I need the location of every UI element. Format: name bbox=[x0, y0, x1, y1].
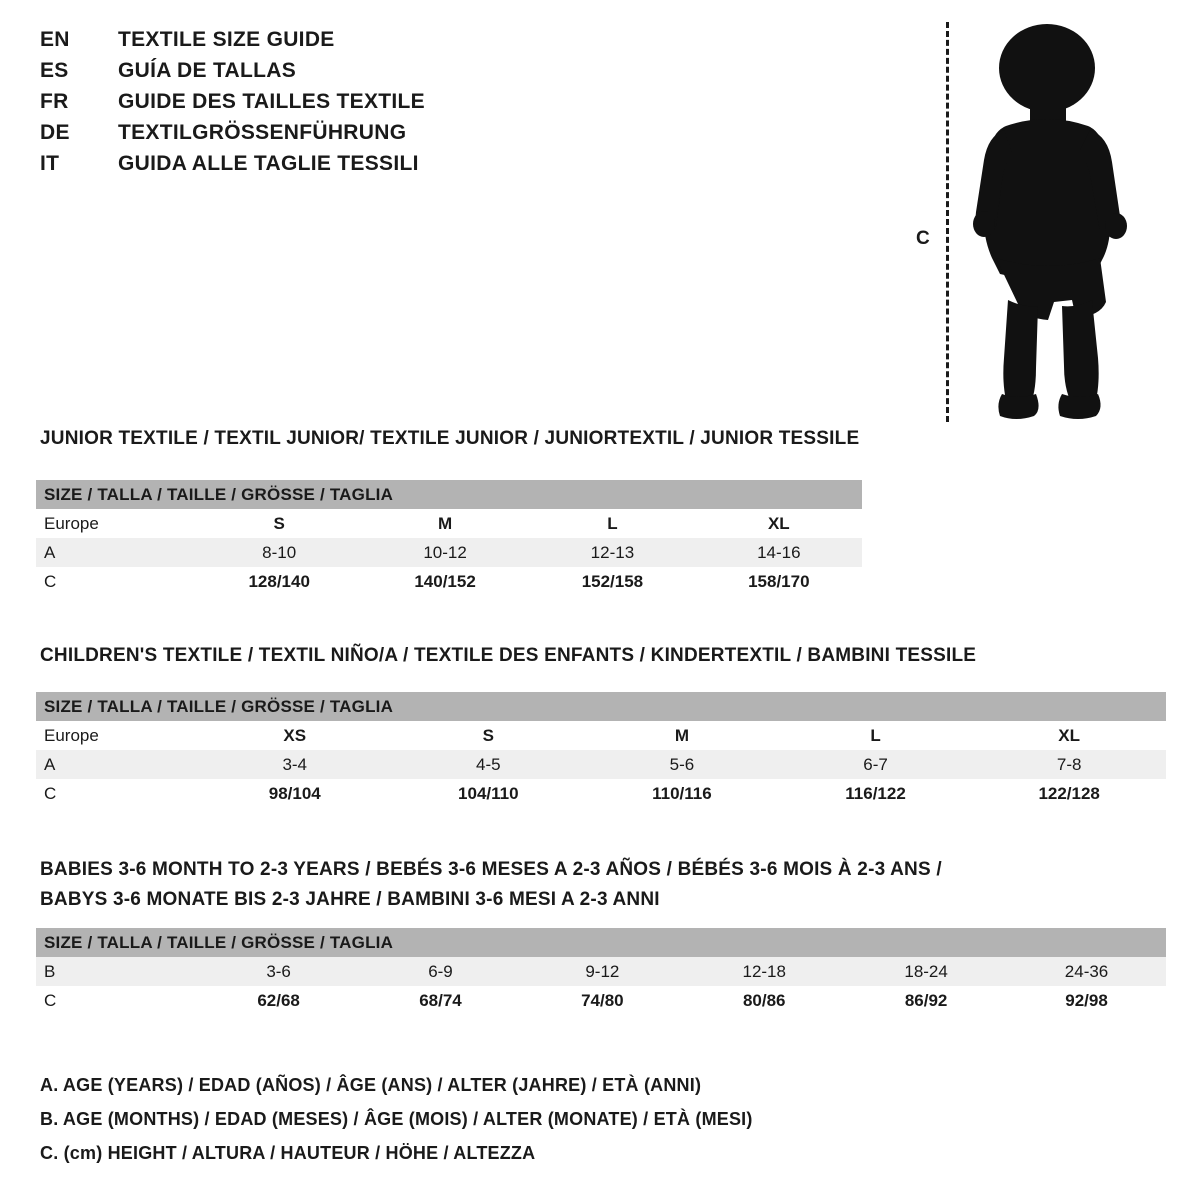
section-title-junior: JUNIOR TEXTILE / TEXTIL JUNIOR/ TEXTILE JUNIOR / JUNIORTEXTIL / JUNIOR TESSILE bbox=[40, 428, 860, 449]
table-row bbox=[36, 986, 1166, 1015]
junior-size-xl: XL bbox=[767, 513, 790, 533]
children-row-c-xs: 98/104 bbox=[268, 783, 321, 803]
babies-row-b-3-6: 3-6 bbox=[266, 961, 291, 981]
junior-row-a-xl: 14-16 bbox=[757, 542, 801, 562]
children-size-l: L bbox=[870, 725, 881, 745]
babies-band-label: SIZE / TALLA / TAILLE / GRÖSSE / TAGLIA bbox=[36, 928, 1166, 957]
children-row-c-l: 116/122 bbox=[845, 783, 906, 803]
table-band-row bbox=[36, 480, 862, 509]
junior-row-c-m: 140/152 bbox=[414, 571, 476, 591]
babies-row-c-3-6: 62/68 bbox=[257, 990, 300, 1010]
babies-size-table bbox=[36, 928, 1166, 1015]
header-row-es bbox=[40, 59, 640, 90]
section-title-babies bbox=[40, 855, 942, 915]
header-title-es: GUÍA DE TALLAS bbox=[118, 59, 297, 82]
babies-row-c-6-9: 68/74 bbox=[419, 990, 462, 1010]
language-title-block bbox=[40, 28, 640, 183]
section-title-babies-line2: BABYS 3-6 MONATE BIS 2-3 JAHRE / BAMBINI 3-6 MESI A 2-3 ANNI bbox=[40, 889, 660, 910]
table-band-row bbox=[36, 928, 1166, 957]
header-title-en: TEXTILE SIZE GUIDE bbox=[118, 28, 335, 51]
babies-row-b-9-12: 9-12 bbox=[585, 961, 620, 981]
legend-line-c: C. (cm) HEIGHT / ALTURA / HAUTEUR / HÖHE / ALTEZZA bbox=[40, 1143, 536, 1163]
babies-row-c-label: C bbox=[44, 990, 57, 1010]
children-size-xs: XS bbox=[283, 725, 307, 745]
header-title-de: TEXTILGRÖSSENFÜHRUNG bbox=[118, 121, 407, 144]
header-title-it: GUIDA ALLE TAGLIE TESSILI bbox=[118, 152, 419, 175]
babies-row-b-6-9: 6-9 bbox=[428, 961, 453, 981]
header-row-fr bbox=[40, 90, 640, 121]
babies-row-b-18-24: 18-24 bbox=[904, 961, 948, 981]
header-row-en bbox=[40, 28, 640, 59]
children-size-s: S bbox=[482, 725, 494, 745]
measurement-legend bbox=[40, 1068, 940, 1170]
babies-row-c-24-36: 92/98 bbox=[1065, 990, 1108, 1010]
junior-size-table bbox=[36, 480, 862, 596]
legend-line-a: A. AGE (YEARS) / EDAD (AÑOS) / ÂGE (ANS) / ALTER (JAHRE) / ETÀ (ANNI) bbox=[40, 1075, 702, 1095]
junior-size-m: M bbox=[437, 513, 453, 533]
children-row-c-xl: 122/128 bbox=[1038, 783, 1100, 803]
junior-row-a-l: 12-13 bbox=[590, 542, 635, 562]
children-header-label: Europe bbox=[44, 725, 99, 745]
header-title-fr: GUIDE DES TAILLES TEXTILE bbox=[118, 90, 425, 113]
table-band-row bbox=[36, 692, 1166, 721]
children-row-a-xl: 7-8 bbox=[1056, 754, 1082, 774]
babies-row-b-12-18: 12-18 bbox=[742, 961, 786, 981]
children-row-c-m: 110/116 bbox=[652, 783, 712, 803]
junior-size-l: L bbox=[607, 513, 618, 533]
legend-line-b: B. AGE (MONTHS) / EDAD (MESES) / ÂGE (MOIS) / ALTER (MONATE) / ETÀ (MESI) bbox=[40, 1109, 753, 1129]
children-band-label: SIZE / TALLA / TAILLE / GRÖSSE / TAGLIA bbox=[36, 692, 1166, 721]
children-size-m: M bbox=[674, 725, 689, 745]
babies-row-c-12-18: 80/86 bbox=[742, 990, 786, 1010]
child-figure-diagram bbox=[900, 10, 1160, 430]
toddler-silhouette-icon bbox=[940, 18, 1160, 428]
junior-size-s: S bbox=[273, 513, 285, 533]
junior-header-label: Europe bbox=[44, 513, 99, 533]
junior-row-c-l: 152/158 bbox=[581, 571, 644, 591]
junior-row-a-label: A bbox=[44, 542, 56, 562]
children-size-table bbox=[36, 692, 1166, 808]
table-header-row bbox=[36, 721, 1166, 750]
table-row bbox=[36, 750, 1166, 779]
table-row bbox=[36, 779, 1166, 808]
table-row bbox=[36, 567, 862, 596]
language-code-it: IT bbox=[40, 152, 60, 175]
children-row-a-xs: 3-4 bbox=[282, 754, 308, 774]
header-row-it bbox=[40, 152, 640, 183]
children-row-a-s: 4-5 bbox=[476, 754, 501, 774]
section-title-children: CHILDREN'S TEXTILE / TEXTIL NIÑO/A / TEXTILE DES ENFANTS / KINDERTEXTIL / BAMBINI TESSILE bbox=[40, 645, 977, 666]
children-size-xl: XL bbox=[1058, 725, 1081, 745]
junior-row-c-s: 128/140 bbox=[248, 571, 310, 591]
babies-row-c-18-24: 86/92 bbox=[904, 990, 948, 1010]
header-row-de bbox=[40, 121, 640, 152]
babies-row-b-24-36: 24-36 bbox=[1064, 961, 1109, 981]
children-row-c-label: C bbox=[44, 783, 57, 803]
children-row-a-l: 6-7 bbox=[863, 754, 888, 774]
language-code-en: EN bbox=[40, 28, 70, 51]
babies-row-c-9-12: 74/80 bbox=[581, 990, 624, 1010]
language-code-de: DE bbox=[40, 121, 70, 144]
junior-row-a-s: 8-10 bbox=[262, 542, 297, 562]
height-measure-label: C bbox=[916, 228, 930, 249]
junior-row-a-m: 10-12 bbox=[423, 542, 467, 562]
junior-band-label: SIZE / TALLA / TAILLE / GRÖSSE / TAGLIA bbox=[36, 480, 862, 509]
language-code-es: ES bbox=[40, 59, 69, 82]
children-row-a-m: 5-6 bbox=[669, 754, 695, 774]
junior-row-c-xl: 158/170 bbox=[748, 571, 810, 591]
table-row bbox=[36, 957, 1166, 986]
children-row-c-s: 104/110 bbox=[458, 783, 519, 803]
children-row-a-label: A bbox=[44, 754, 56, 774]
language-code-fr: FR bbox=[40, 90, 69, 113]
babies-row-b-label: B bbox=[44, 961, 56, 981]
junior-row-c-label: C bbox=[44, 571, 57, 591]
table-header-row bbox=[36, 509, 862, 538]
section-title-babies-line1: BABIES 3-6 MONTH TO 2-3 YEARS / BEBÉS 3-6 MESES A 2-3 AÑOS / BÉBÉS 3-6 MOIS À 2-3 ANS / bbox=[40, 859, 942, 880]
table-row bbox=[36, 538, 862, 567]
